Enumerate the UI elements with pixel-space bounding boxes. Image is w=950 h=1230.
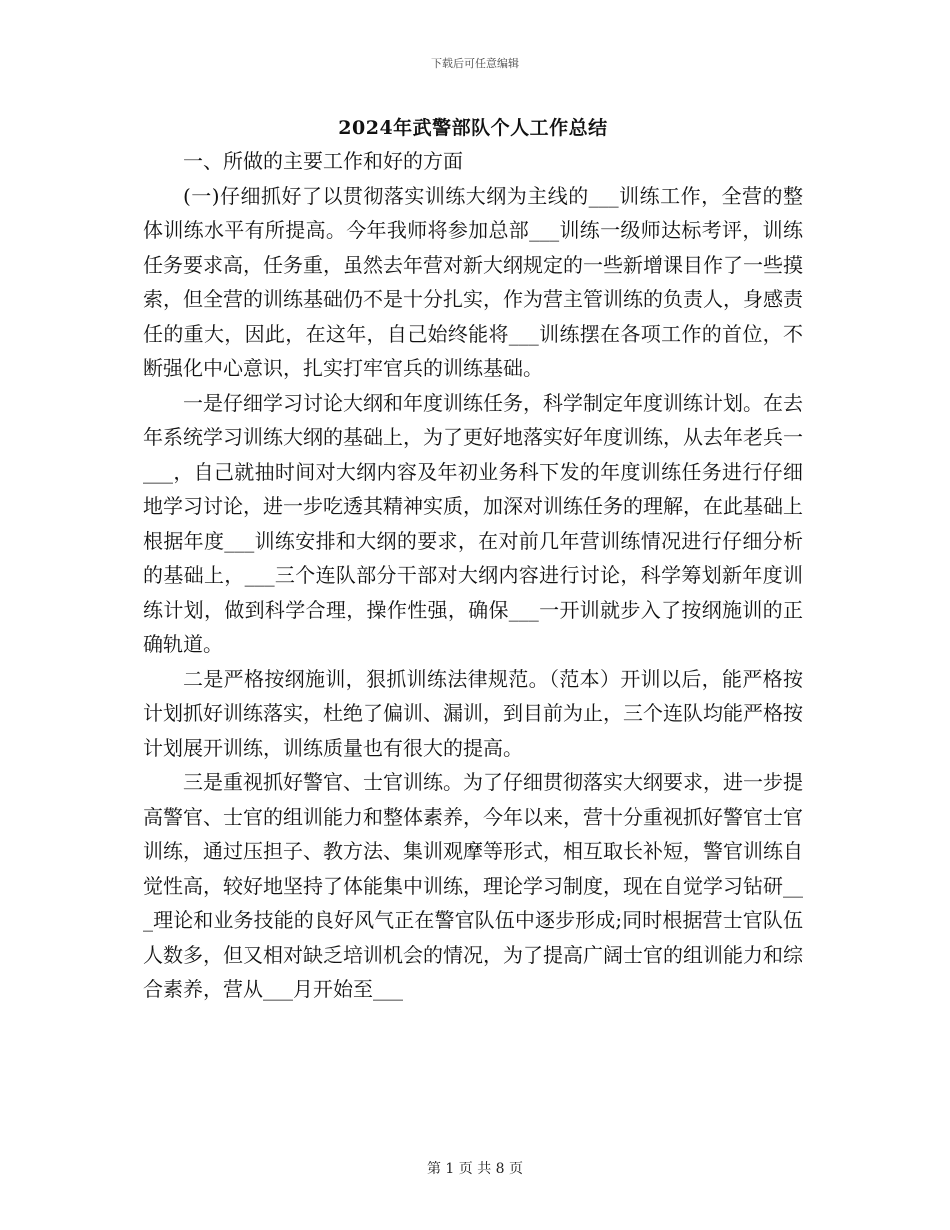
- paragraph: 二是严格按纲施训，狠抓训练法律规范。（范本）开训以后，能严格按计划抓好训练落实，杜绝了偏训、漏训，到目前为止，三个连队均能严格按计划展开训练，训练质量也有很大的提高。: [143, 666, 803, 760]
- paragraph: 一是仔细学习讨论大纲和年度训练任务，科学制定年度训练计划。在去年系统学习训练大纲的基础上，为了更好地落实好年度训练，从去年老兵一___，自己就抽时间对大纲内容及年初业务科下发的年度训练任务进行仔细地学习讨论，进一步吃透其精神实质，加深对训练任务的理解，在此基础上根据年度___训练安排和大纲的要求，在对前几年营训练情况进行仔细分析的基础上，___三个连队部分干部对大纲内容进行讨论，科学筹划新年度训练计划，做到科学合理，操作性强，确保___一开训就步入了按纲施训的正确轨道。: [143, 390, 803, 656]
- page-number: 第 1 页 共 8 页: [426, 1161, 524, 1177]
- section-heading: 一、所做的主要工作和好的方面: [183, 149, 463, 173]
- paragraph: (一)仔细抓好了以贯彻落实训练大纲为主线的___训练工作，全营的整体训练水平有所提高。今年我师将参加总部___训练一级师达标考评，训练任务要求高，任务重，虽然去年营对新大纲规定的一些新增课目作了一些摸索，但全营的训练基础仍不是十分扎实，作为营主管训练的负责人，身感责任的重大，因此，在这年，自己始终能将___训练摆在各项工作的首位，不断强化中心意识，扎实打牢官兵的训练基础。: [143, 183, 803, 380]
- paragraph: 三是重视抓好警官、士官训练。为了仔细贯彻落实大纲要求，进一步提高警官、士官的组训能力和整体素养，今年以来，营十分重视抓好警官士官训练，通过压担子、教方法、集训观摩等形式，相互取长补短，警官训练自觉性高，较好地坚持了体能集中训练，理论学习制度，现在自觉学习钻研___理论和业务技能的良好风气正在警官队伍中逐步形成;同时根据营士官队伍人数多，但又相对缺乏培训机会的情况，为了提高广阔士官的组训能力和综合素养，营从___月开始至___: [143, 770, 803, 1001]
- document-body: [143, 112, 803, 1007]
- document-title: 2024年武警部队个人工作总结: [338, 117, 608, 139]
- page-header-note: 下载后可任意编辑: [431, 57, 519, 70]
